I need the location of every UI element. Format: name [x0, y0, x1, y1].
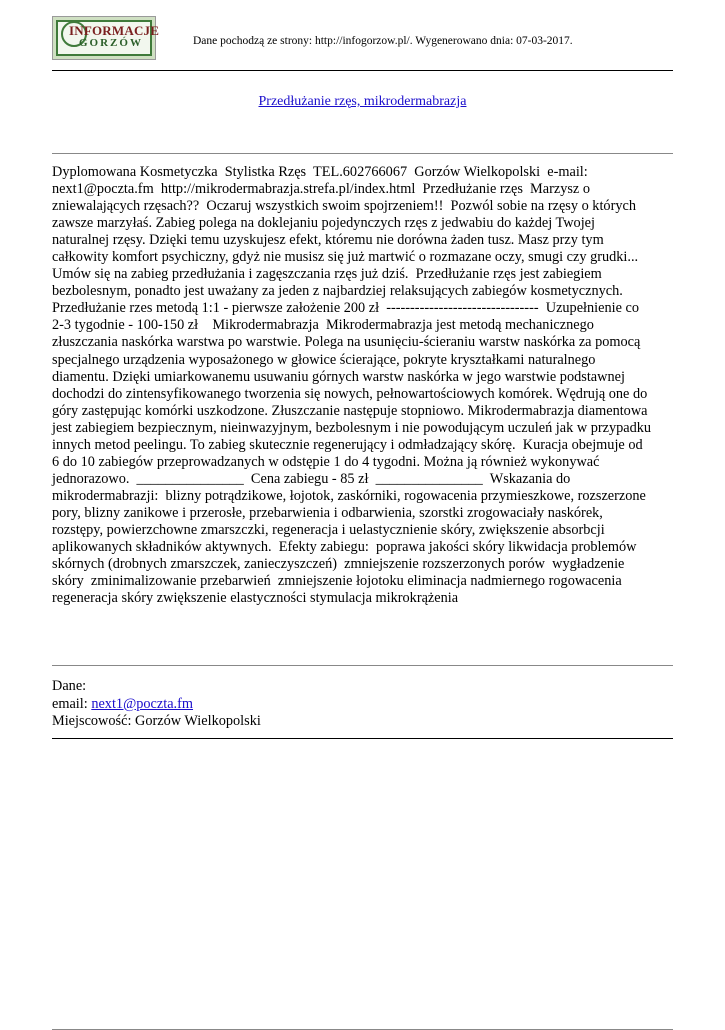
header-divider [52, 70, 673, 71]
body-line: zawsze marzyłaś. Zabieg polega na doklejaniu pojedynczych rzęs z jedwabiu do każdej Twojej [52, 215, 595, 232]
body-line: regeneracja skóry zwiększenie elastyczności stymulacja mikrokrążenia [52, 590, 459, 607]
body-line: bezbolesnym, ponadto jest uważany za jeden z najbardziej relaksujących zabiegów kosmetycznych. [52, 283, 623, 300]
dane-divider [52, 738, 673, 739]
body-line: pory, blizny zanikowe i przerosłe, przebarwienia i odbarwienia, szorstki zrogowaciały naskórek, [52, 504, 603, 521]
body-line: rozstępy, powierzchowne zmarszczki, regeneracja i uelastycznienie skóry, zwiększenie absorbcji [52, 521, 605, 538]
email-link[interactable]: next1@poczta.fm [91, 695, 194, 712]
body-line: diamentu. Dzięki umiarkowanemu usuwaniu górnych warstw naskórka w jego warstwie podstawnej [52, 368, 625, 385]
body-line: Przedłużanie rzes metodą 1:1 - pierwsze założenie 200 zł -------------------------------- Uzupełnienie co [52, 300, 640, 317]
body-line: złuszczania naskórka warstwa po warstwie. Polega na usunięciu-ścieraniu warstw naskórka za pomocą [52, 334, 641, 351]
body-line: skóry zminimalizowanie przebarwień zmniejszenie łojotoku eliminacja nadmiernego rogowacenia [52, 573, 622, 590]
dane-heading: Dane: [52, 678, 87, 694]
body-divider [52, 665, 673, 666]
body-line: naturalnej rzęsy. Dzięki temu uzyskujesz efekt, któremu nie dorówna żaden tusz. Masz przy tym [52, 232, 604, 249]
body-line: dochodzi do zintensyfikowanego tworzenia się nowych, pełnowartościowych komórek. Wędrują one do [52, 385, 648, 402]
article-body [52, 164, 678, 607]
email-label: email: [52, 695, 92, 712]
email-row [52, 696, 261, 714]
logo-text-informacje: INFORMACJE [69, 23, 160, 38]
body-line: Dyplomowana Kosmetyczka Stylistka Rzęs TEL.602766067 Gorzów Wielkopolski e-mail: [52, 164, 588, 180]
body-line: całkowity komfort psychiczny, gdyż nie musisz się już martwić o rozmazane oczy, smugi czy grudki... [52, 249, 639, 266]
body-line: specjalnego urządzenia wyposażonego w głowice ścierające, pokryte kryształkami naturalnego [52, 351, 596, 368]
body-line: mikrodermabrazji: blizny potrądzikowe, łojotok, zaskórniki, rogowacenia przymieszkowe, rozszerzone [52, 487, 646, 504]
source-note: Dane pochodzą ze strony: http://infogorzow.pl/. Wygenerowano dnia: 07-03-2017. [193, 35, 573, 47]
title-link[interactable]: Przedłużanie rzęs, mikrodermabrazja [258, 94, 467, 109]
body-line: jednorazowo. _______________ Cena zabiegu - 85 zł _______________ Wskazania do [52, 470, 571, 487]
location-row: Miejscowość: Gorzów Wielkopolski [52, 713, 261, 729]
body-line: innych metod peelingu. To zabieg skutecznie regenerujący i odmładzający skórę. Kuracja obejmuje od [52, 436, 643, 453]
page-title [52, 94, 673, 110]
body-line: góry zastępując komórki uszkodzone. Złuszczanie następuje stopniowo. Mikrodermabrazja diamentowa [52, 402, 648, 419]
infogorzow-logo [52, 16, 160, 60]
body-line: Umów się na zabieg przedłużania i zagęszczania rzęs już dziś. Przedłużanie rzęs jest zabiegiem [52, 266, 602, 283]
body-line: skórnych (drobnych zmarszczek, zanieczyszczeń) zmniejszenie rozszerzonych porów wygładzenie [52, 556, 625, 573]
body-line: 6 do 10 zabiegów przeprowadzanych w odstępie 1 do 4 tygodni. Można ją również wykonywać [52, 453, 600, 470]
contact-data [52, 678, 261, 731]
body-line: next1@poczta.fm http://mikrodermabrazja.strefa.pl/index.html Przedłużanie rzęs Marzysz o [52, 181, 590, 198]
body-line: aplikowanych składników aktywnych. Efekty zabiegu: poprawa jakości skóry likwidacja problemów [52, 539, 637, 556]
logo-text-gorzow: GORZÓW [79, 37, 143, 49]
body-line: zniewalających rzęsach?? Oczaruj wszystkich swoim spojrzeniem!! Pozwól sobie na rzęsy o których [52, 198, 636, 215]
title-divider [52, 153, 673, 154]
body-line: jest zabiegiem bezpiecznym, nieinwazyjnym, bezbolesnym i nie powodującym uczuleń jak w przypadku [52, 419, 652, 436]
body-line: 2-3 tygodnie - 100-150 zł Mikrodermabrazja Mikrodermabrazja jest metodą mechanicznego [52, 317, 594, 334]
page-header [52, 16, 673, 64]
